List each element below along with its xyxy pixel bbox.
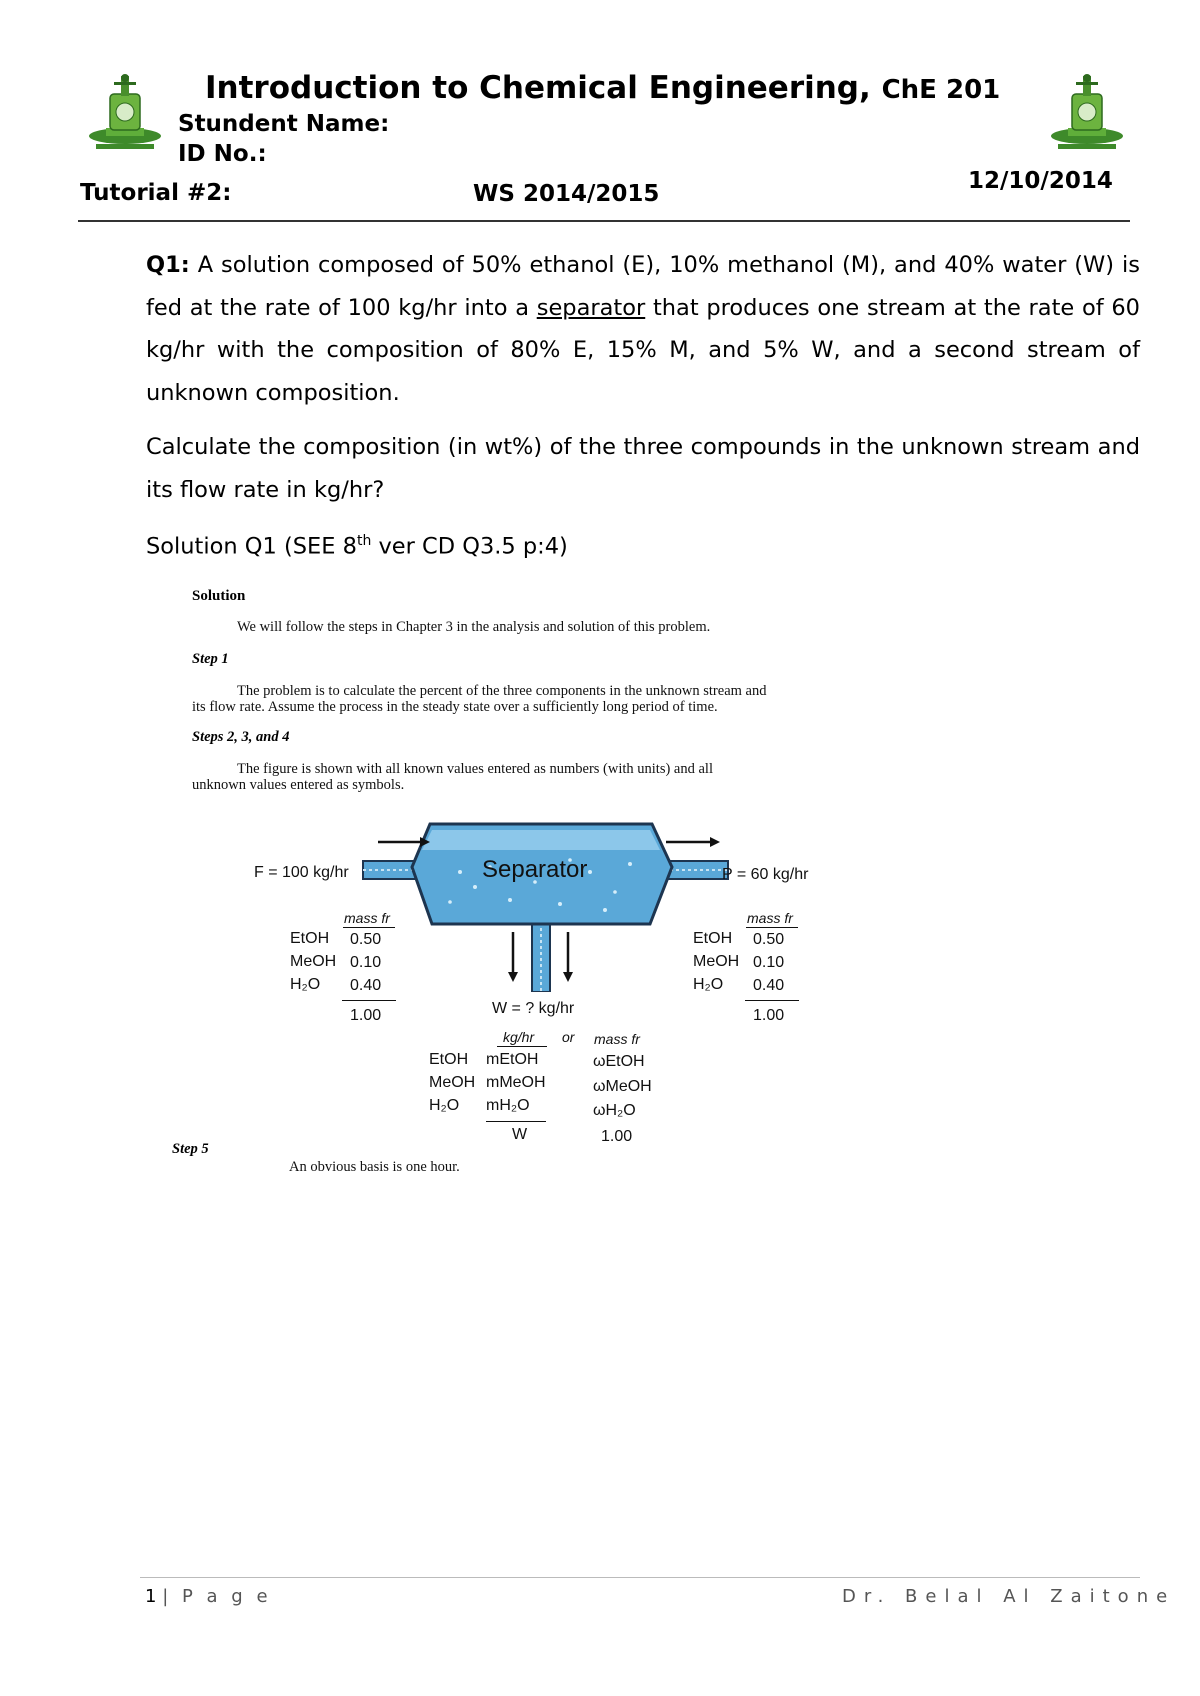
question-1-ask: Calculate the composition (in wt%) of the three compounds in the unknown stream and its flow rate in kg/hr? bbox=[146, 434, 1140, 503]
solution-heading-sup: th bbox=[356, 533, 372, 549]
scan-steps234-label: Steps 2, 3, and 4 bbox=[192, 729, 290, 745]
waste-row-kg: mMeOH bbox=[486, 1074, 546, 1091]
solution-heading-suffix: ver CD Q3.5 p:4) bbox=[371, 533, 568, 560]
feed-stream-label: F = 100 kg/hr bbox=[254, 864, 349, 881]
scan-intro: We will follow the steps in Chapter 3 in the analysis and solution of this problem. bbox=[237, 619, 711, 635]
date-label: 12/10/2014 bbox=[968, 168, 1113, 194]
waste-table-total-kg: W bbox=[512, 1126, 528, 1143]
page-number: 1 bbox=[145, 1586, 157, 1607]
feed-table-total: 1.00 bbox=[350, 1007, 382, 1024]
waste-table-header-rule bbox=[497, 1046, 547, 1047]
tutorial-label: Tutorial #2: bbox=[80, 180, 232, 206]
waste-row-name: H₂O bbox=[429, 1097, 460, 1114]
waste-row-kg: mH₂O bbox=[486, 1097, 530, 1114]
waste-row-mf: ωH₂O bbox=[593, 1102, 636, 1119]
feed-row-name: H₂O bbox=[290, 976, 321, 993]
question-1-text-b: that produces one stream at the rate of 60 kg/hr with the composition of 80% E, 15% M, and 5% W, and a second stream of unknown composition. bbox=[146, 294, 1140, 406]
product-row-name: MeOH bbox=[693, 953, 740, 970]
scan-step1-line2: its flow rate. Assume the process in the steady state over a sufficiently long period of time. bbox=[192, 699, 718, 715]
waste-table-total-rule bbox=[486, 1121, 546, 1122]
product-row-value: 0.50 bbox=[753, 931, 785, 948]
university-logo-right bbox=[1048, 72, 1126, 156]
waste-row-mf: ωMeOH bbox=[593, 1078, 652, 1095]
course-code: ChE 201 bbox=[881, 75, 1001, 105]
scan-solution-title: Solution bbox=[192, 588, 246, 604]
header-divider bbox=[78, 220, 1130, 222]
scan-step1-line1: The problem is to calculate the percent of the three components in the unknown stream and bbox=[237, 683, 767, 699]
question-1-text-a: A solution composed of 50% ethanol (E), 10% methanol (M), and 40% water (W) is fed at the rate of 100 kg/hr into a bbox=[146, 252, 1140, 321]
waste-stream-label: W = ? kg/hr bbox=[492, 1000, 575, 1017]
waste-table-header-kg: kg/hr bbox=[503, 1029, 535, 1045]
waste-row-name: MeOH bbox=[429, 1074, 476, 1091]
product-table-total-rule bbox=[745, 1000, 799, 1001]
feed-table-total-rule bbox=[342, 1000, 396, 1001]
semester-label: WS 2014/2015 bbox=[473, 181, 660, 207]
waste-row-kg: mEtOH bbox=[486, 1051, 539, 1068]
waste-table-total-mf: 1.00 bbox=[601, 1128, 633, 1145]
scan-step1-label: Step 1 bbox=[192, 651, 229, 667]
feed-table-header-rule bbox=[343, 927, 395, 928]
feed-row-name: MeOH bbox=[290, 953, 337, 970]
waste-table-header-mf: mass fr bbox=[594, 1031, 640, 1047]
product-row-name: H₂O bbox=[693, 976, 724, 993]
scan-steps234-line1: The figure is shown with all known values entered as numbers (with units) and all bbox=[237, 761, 713, 777]
feed-table-header: mass fr bbox=[344, 910, 390, 926]
waste-table-header-or: or bbox=[562, 1029, 575, 1045]
scan-steps234-line2: unknown values entered as symbols. bbox=[192, 777, 405, 793]
product-table-header: mass fr bbox=[747, 910, 793, 926]
footer-author: Dr. Belal Al Zaitone bbox=[842, 1586, 1176, 1607]
question-1-underlined: separator bbox=[536, 294, 646, 321]
question-1 bbox=[146, 244, 1140, 414]
feed-row-value: 0.10 bbox=[350, 954, 382, 971]
product-table-total: 1.00 bbox=[753, 1007, 785, 1024]
footer-divider bbox=[140, 1577, 1140, 1578]
page-label: | P a g e bbox=[162, 1586, 272, 1607]
feed-row-value: 0.40 bbox=[350, 977, 382, 994]
id-number-label: ID No.: bbox=[178, 141, 267, 167]
product-row-name: EtOH bbox=[693, 930, 733, 947]
waste-row-mf: ωEtOH bbox=[593, 1053, 645, 1070]
student-name-label: Stundent Name: bbox=[178, 111, 390, 137]
product-table-header-rule bbox=[746, 927, 798, 928]
scan-step5-text: An obvious basis is one hour. bbox=[289, 1159, 460, 1175]
separator-diagram bbox=[360, 812, 733, 992]
footer-page bbox=[145, 1586, 272, 1607]
scan-step5-label: Step 5 bbox=[172, 1141, 209, 1157]
product-row-value: 0.40 bbox=[753, 977, 785, 994]
university-logo-left bbox=[86, 72, 164, 156]
solution-heading bbox=[146, 533, 568, 560]
solution-heading-prefix: Solution Q1 (SEE 8 bbox=[146, 533, 357, 560]
question-1-label: Q1: bbox=[146, 252, 190, 278]
feed-row-value: 0.50 bbox=[350, 931, 382, 948]
waste-row-name: EtOH bbox=[429, 1051, 469, 1068]
product-row-value: 0.10 bbox=[753, 954, 785, 971]
product-stream-label: P = 60 kg/hr bbox=[722, 866, 809, 883]
feed-row-name: EtOH bbox=[290, 930, 330, 947]
separator-label: Separator bbox=[482, 856, 588, 883]
course-title: Introduction to Chemical Engineering, bbox=[205, 70, 871, 106]
page-title bbox=[205, 70, 1000, 106]
